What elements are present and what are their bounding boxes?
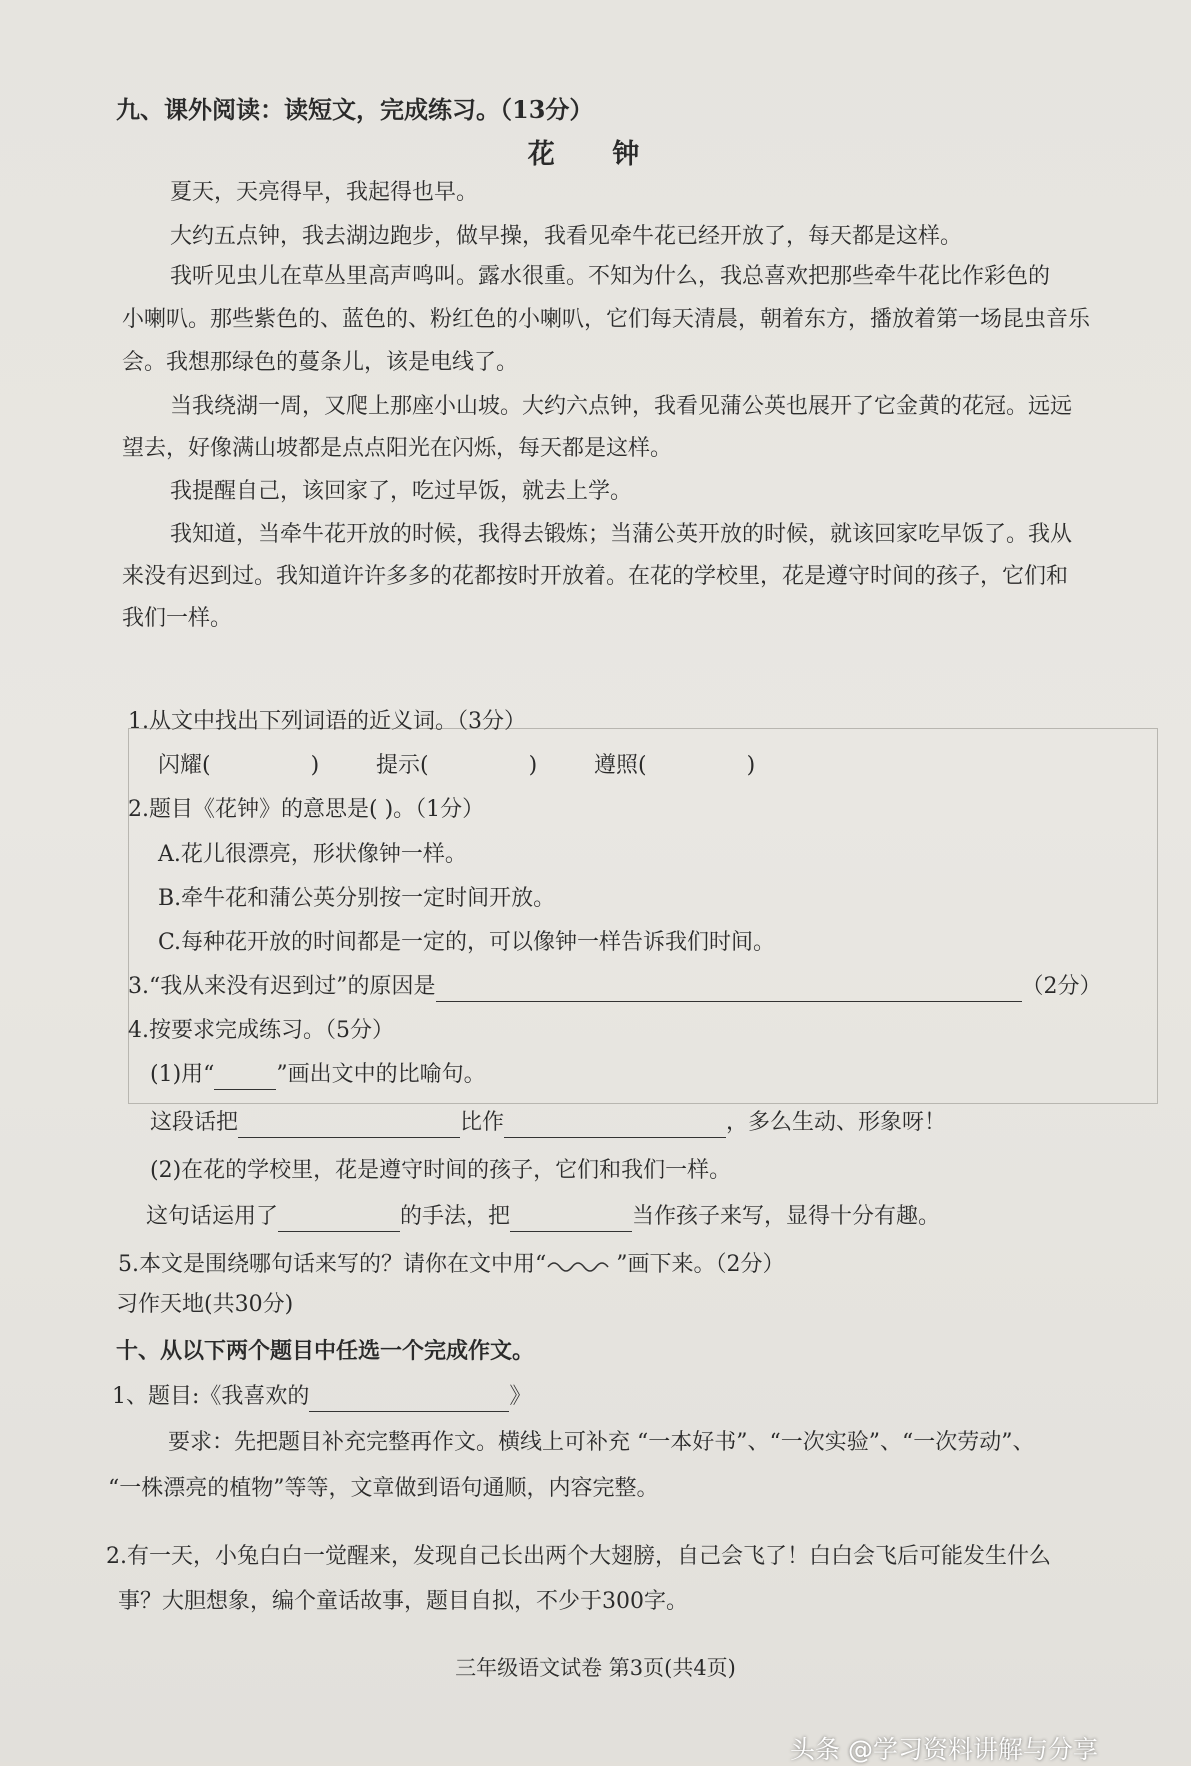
answer-line[interactable] — [238, 1113, 460, 1138]
passage-line: 大约五点钟，我去湖边跑步，做早操，我看见牵牛花已经开放了，每天都是这样。 — [170, 224, 963, 249]
synonym-item — [594, 751, 755, 781]
answer-line[interactable] — [510, 1207, 632, 1232]
question-4-fill-1 — [150, 1108, 946, 1138]
topic-1 — [112, 1382, 531, 1412]
q5-prefix: 5.本文是围绕哪句话来写的？请你在文中用“ — [118, 1252, 547, 1277]
page-footer: 三年级语文试卷 第3页(共4页) — [455, 1656, 736, 1680]
synonym-item — [376, 751, 537, 781]
writing-heading: 习作天地(共30分) — [116, 1292, 294, 1317]
question-5 — [118, 1250, 785, 1280]
close-paren: ) — [310, 753, 320, 778]
passage-line: 我们一样。 — [122, 606, 233, 631]
passage-line: 我提醒自己，该回家了，吃过早饭，就去上学。 — [170, 479, 633, 504]
requirement-line: “一株漂亮的植物”等等，文章做到语句通顺，内容完整。 — [108, 1476, 659, 1501]
section-9-heading: 九、课外阅读：读短文，完成练习。（13分） — [116, 95, 594, 124]
option-c: C.每种花开放的时间都是一定的，可以像钟一样告诉我们时间。 — [158, 930, 776, 955]
fill2-middle: 的手法，把 — [400, 1204, 511, 1229]
wavy-line-icon — [546, 1255, 616, 1275]
passage-line: 我听见虫儿在草丛里高声鸣叫。露水很重。不知为什么，我总喜欢把那些牵牛花比作彩色的 — [170, 264, 1051, 289]
question-4-fill-2 — [146, 1202, 940, 1232]
passage-line: 望去，好像满山坡都是点点阳光在闪烁，每天都是这样。 — [122, 436, 673, 461]
answer-line[interactable] — [309, 1387, 509, 1412]
underline-sample — [214, 1065, 276, 1090]
fill1-middle: 比作 — [460, 1110, 505, 1135]
question-3 — [128, 972, 1102, 1002]
synonym-item — [158, 751, 319, 781]
passage-line: 会。我想那绿色的蔓条儿，该是电线了。 — [122, 350, 519, 375]
passage-line: 我知道，当牵牛花开放的时候，我得去锻炼；当蒲公英开放的时候，就该回家吃早饭了。我从 — [170, 522, 1073, 547]
fill1-suffix: ，多么生动、形象呀！ — [726, 1110, 947, 1135]
synonym-word: 提示( — [376, 753, 429, 778]
question-4-sub-1 — [150, 1060, 486, 1090]
close-paren: ) — [746, 753, 756, 778]
passage-line: 来没有迟到过。我知道许许多多的花都按时开放着。在花的学校里，花是遵守时间的孩子，它们和 — [122, 564, 1069, 589]
fill2-suffix: 当作孩子来写，显得十分有趣。 — [632, 1204, 941, 1229]
fill1-prefix: 这段话把 — [150, 1110, 239, 1135]
topic1-prefix: 1、题目:《我喜欢的 — [112, 1384, 310, 1409]
sub1-suffix: ”画出文中的比喻句。 — [276, 1062, 486, 1087]
topic1-suffix: 》 — [509, 1384, 532, 1409]
answer-line[interactable] — [278, 1207, 400, 1232]
answer-line[interactable] — [436, 977, 1022, 1002]
sub1-prefix: (1)用“ — [150, 1062, 215, 1087]
synonym-word: 遵照( — [594, 753, 647, 778]
fill2-prefix: 这句话运用了 — [146, 1204, 279, 1229]
passage-line: 夏天，天亮得早，我起得也早。 — [170, 180, 479, 205]
synonym-word: 闪耀( — [158, 753, 211, 778]
option-a: A.花儿很漂亮，形状像钟一样。 — [158, 842, 467, 867]
question-3-score: （2分） — [1021, 974, 1102, 999]
topic-2-cont: 事？大胆想象，编个童话故事，题目自拟，不少于300字。 — [118, 1589, 688, 1614]
question-4: 4.按要求完成练习。（5分） — [128, 1018, 394, 1043]
question-4-sub-2: (2)在花的学校里，花是遵守时间的孩子，它们和我们一样。 — [150, 1158, 732, 1183]
passage-line: 小喇叭。那些紫色的、蓝色的、粉红色的小喇叭，它们每天清晨，朝着东方，播放着第一场昆虫音乐 — [122, 307, 1091, 332]
answer-line[interactable] — [504, 1113, 726, 1138]
question-1: 1.从文中找出下列词语的近义词。（3分） — [128, 709, 526, 734]
answer-box-frame — [128, 728, 1158, 1104]
question-2: 2.题目《花钟》的意思是( )。（1分） — [128, 797, 485, 822]
section-10-heading: 十、从以下两个题目中任选一个完成作文。 — [116, 1338, 535, 1364]
passage-title: 花 钟 — [527, 139, 664, 170]
watermark: 头条 @学习资料讲解与分享 — [790, 1735, 1098, 1764]
q5-suffix: ”画下来。（2分） — [616, 1252, 785, 1277]
option-b: B.牵牛花和蒲公英分别按一定时间开放。 — [158, 886, 556, 911]
requirement-line: 要求：先把题目补充完整再作文。横线上可补充 “一本好书”、“一次实验”、“一次劳动”、 — [168, 1430, 1035, 1455]
passage-line: 当我绕湖一周，又爬上那座小山坡。大约六点钟，我看见蒲公英也展开了它金黄的花冠。远远 — [170, 394, 1073, 419]
close-paren: ) — [528, 753, 538, 778]
topic-2: 2.有一天，小兔白白一觉醒来，发现自己长出两个大翅膀，自己会飞了！白白会飞后可能发生什么 — [106, 1544, 1051, 1569]
question-3-text: 3.“我从来没有迟到过”的原因是 — [128, 974, 436, 999]
